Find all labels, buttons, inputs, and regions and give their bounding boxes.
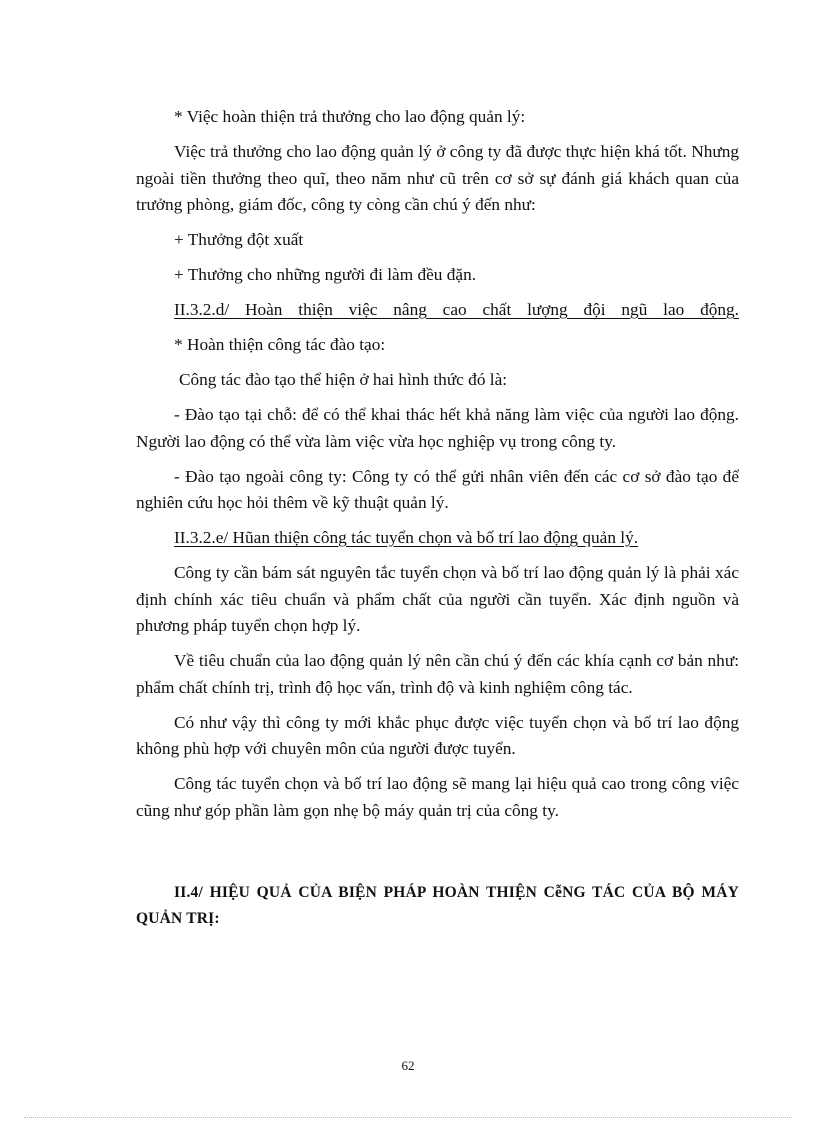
paragraph-recruitment-criteria: Về tiêu chuẩn của lao động quản lý nên cần chú ý đến các khía cạnh cơ bản như: phẩm chất chính trị, trình độ học vấn, trình độ và kinh nghiệm công tác. <box>136 651 739 697</box>
subheading-recruitment: II.3.2.e/ Hũan thiện công tác tuyển chọn và bố trí lao động quản lý. <box>174 528 639 547</box>
paragraph-onsite-training: - Đào tạo tại chỗ: để có thể khai thác hết khả năng làm việc của người lao động. Người lao động có thể vừa làm việc vừa học nghiệp vụ trong công ty. <box>136 405 739 451</box>
page-number: 62 <box>401 1058 415 1073</box>
list-item-sudden-bonus: + Thưởng đột xuất <box>174 230 304 249</box>
paragraph-offsite-training: - Đào tạo ngoài công ty: Công ty có thể gửi nhân viên đến các cơ sở đào tạo để nghiên cứu học hỏi thêm về kỹ thuật quản lý. <box>136 466 739 512</box>
paragraph-bonus-body: Việc trả thưởng cho lao động quản lý ở công ty đã được thực hiện khá tốt. Nhưng ngoài tiền thưởng theo quĩ, theo năm như cũ trên cơ sở sự đánh giá khách quan của trưởng phòng, giám đốc, công ty còng cần chú ý đến như: <box>136 142 739 214</box>
section-heading: II.4/ HIỆU QUẢ CỦA BIỆN PHÁP HOÀN THIỆN CễNG TÁC CỦA BỘ MÁY QUẢN TRỊ: <box>136 884 739 927</box>
paragraph-bonus-intro: * Việc hoàn thiện trả thưởng cho lao động quản lý: <box>174 107 526 126</box>
body-text <box>136 104 739 833</box>
list-item-attendance-bonus: + Thưởng cho những người đi làm đều đặn. <box>174 265 477 284</box>
page-bottom-divider <box>24 1117 792 1118</box>
paragraph-training-forms: Công tác đào tạo thể hiện ở hai hình thức đó là: <box>179 370 508 389</box>
paragraph-recruitment-result: Có như vậy thì công ty mới khắc phục được việc tuyển chọn và bố trí lao động không phù hợp với chuyên môn của người được tuyển. <box>136 712 739 758</box>
paragraph-recruitment-principle: Công ty cần bám sát nguyên tắc tuyển chọn và bố trí lao động quản lý là phải xác định chính xác tiêu chuẩn và phẩm chất của người cần tuyển. Xác định nguồn và phương pháp tuyển chọn hợp lý. <box>136 563 739 635</box>
subheading-quality: II.3.2.d/ Hoàn thiện việc nâng cao chất lượng đội ngũ lao động. <box>174 300 739 319</box>
paragraph-recruitment-benefit: Công tác tuyển chọn và bố trí lao động sẽ mang lại hiệu quả cao trong công việc cũng như góp phần làm gọn nhẹ bộ máy quản trị của công ty. <box>136 774 739 820</box>
paragraph-training-intro: * Hoàn thiện công tác đào tạo: <box>174 335 386 354</box>
